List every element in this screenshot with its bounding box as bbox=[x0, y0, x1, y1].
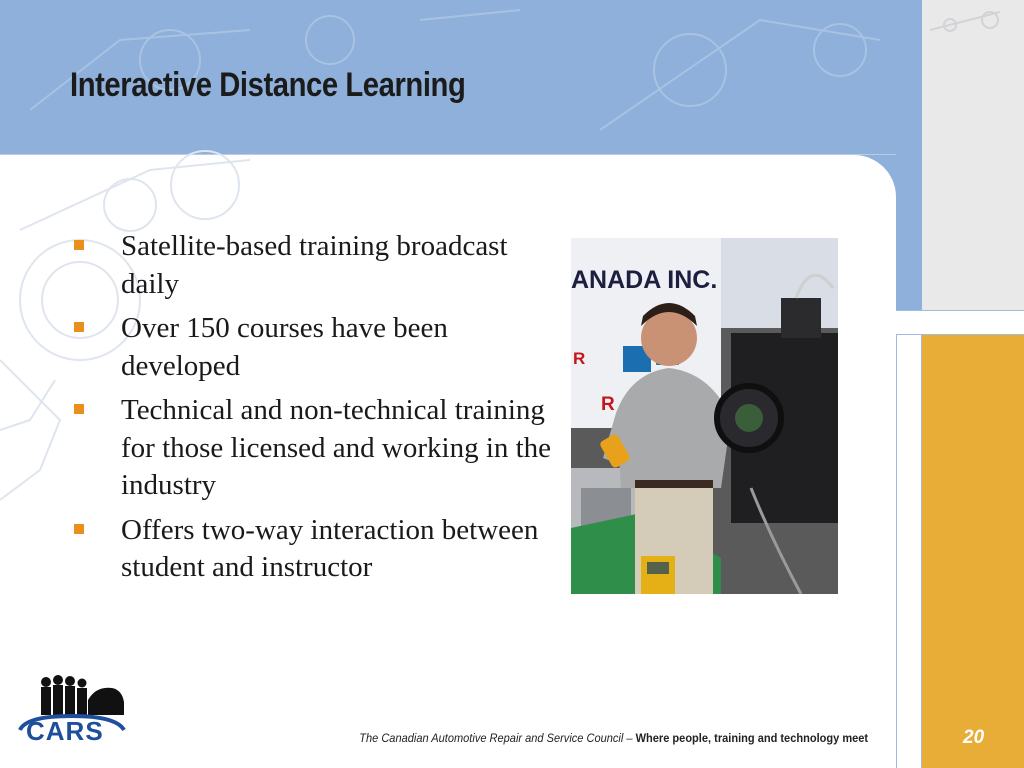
bullet-item bbox=[72, 512, 552, 587]
cars-logo-text: CARS bbox=[26, 716, 104, 746]
bullet-list bbox=[72, 228, 552, 594]
square-bullet-icon bbox=[74, 322, 84, 332]
sign-text: ANADA INC. bbox=[571, 266, 718, 294]
footer-organization: The Canadian Automotive Repair and Service Council – bbox=[359, 731, 633, 745]
square-bullet-icon bbox=[74, 240, 84, 250]
sign-letter-1: R bbox=[573, 349, 586, 368]
bullet-text: Satellite-based training broadcast daily bbox=[121, 230, 508, 300]
footer-text bbox=[359, 731, 868, 745]
footer-tagline: Where people, training and technology meet bbox=[635, 731, 868, 745]
instructor-photo bbox=[571, 238, 838, 594]
square-bullet-icon bbox=[74, 524, 84, 534]
slide-title: Interactive Distance Learning bbox=[70, 66, 466, 104]
page-number: 20 bbox=[963, 727, 985, 748]
bullet-text: Offers two-way interaction between student and instructor bbox=[121, 513, 539, 583]
square-bullet-icon bbox=[74, 404, 84, 414]
bullet-text: Over 150 courses have been developed bbox=[121, 312, 448, 382]
bullet-item bbox=[72, 392, 552, 505]
bullet-item bbox=[72, 310, 552, 385]
bullet-item bbox=[72, 228, 552, 303]
sign-letter-2: R bbox=[601, 394, 615, 415]
bullet-text: Technical and non-technical training for those licensed and working in the industry bbox=[121, 394, 552, 501]
